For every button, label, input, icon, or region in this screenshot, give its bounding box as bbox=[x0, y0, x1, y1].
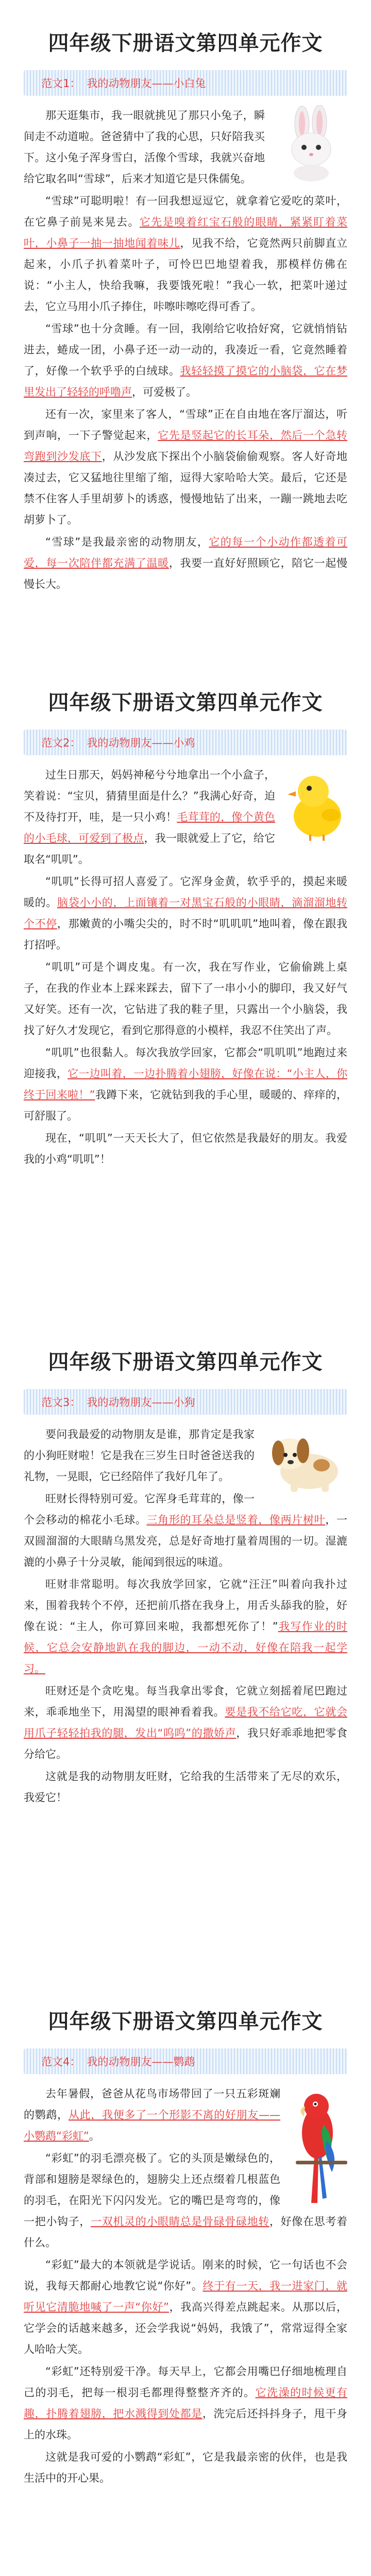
essay-paragraph bbox=[24, 1128, 347, 1170]
paragraph-text: ，那嫩黄的小嘴尖尖的，时不时“叽叽叽”地叫着，像在跟我打招呼。 bbox=[24, 918, 347, 951]
paragraph-text: 还有一次，家里来了客人，“雪球”正在自由地在客厅溜达，听到声响，一下子警觉起来， bbox=[24, 408, 347, 442]
paragraph-text: ，可爱极了。 bbox=[132, 386, 197, 398]
essay-body bbox=[24, 105, 347, 595]
essay-paragraph bbox=[24, 957, 347, 1041]
essay-subtitle-box bbox=[24, 1389, 347, 1415]
essay-paragraph bbox=[24, 871, 347, 956]
paragraph-text: “彩虹”还特别爱干净。每天早上，它都会用嘴巴仔细地梳理自己的羽毛，把每一根羽毛都理得整整齐齐的。 bbox=[24, 2365, 347, 2399]
paragraph-text: ，从沙发底下探出个小脑袋偷偷观察。客人好奇地凑过去，它又猛地往里缩了缩，逗得大家哈哈大笑。最后，它还是禁不住客人手里胡萝卜的诱惑，慢慢地钻了出来，一蹦一跳地去吃胡萝卜了。 bbox=[24, 450, 347, 526]
paragraph-text: “雪球”可聪明啦！有一回我想逗逗它，就拿着它爱吃的菜叶，在它鼻子前晃来晃去。 bbox=[24, 195, 347, 228]
highlighted-sentence: 它一边叫着，一边扑腾着小翅膀，好像在说：“小主人，你终于回来啦！” bbox=[24, 1067, 347, 1101]
highlighted-sentence: 它先是竖起它的长耳朵，然后一个急转弯跑到沙发底下 bbox=[24, 429, 348, 463]
essay-subtitle-box bbox=[24, 70, 347, 96]
essay-paragraph bbox=[24, 1681, 347, 1765]
paragraph-text: 那天逛集市，我一眼就挑见了那只小兔子，瞬间走不动道啦。爸爸猜中了我的心思，只好陪我买下。这小兔子浑身雪白，活像个雪球，我就兴奋地给它取名叫“雪球”，后来才知道它是只侏儒兔。 bbox=[24, 109, 265, 185]
paragraph-text: ，见我不给，它竟然两只前脚直立起来，小爪子扒着菜叶子，可怜巴巴地望着我，那模样仿佛在说：“小主人，快给我嘛，我要饿死啦！”我心一软，把菜叶递过去，它立马用小爪子捧住，咔嚓咔嚓吃得可香了。 bbox=[24, 237, 347, 313]
paragraph-text: ，好像在思考着什么。 bbox=[24, 2215, 348, 2249]
essay-paragraph bbox=[24, 1042, 347, 1127]
paragraph-text: 现在，“叽叽”一天天长大了，但它依然是我最好的朋友。我爱我的小鸡“叽叽”！ bbox=[24, 1132, 347, 1165]
essay-title: 四年级下册语文第四单元作文 bbox=[48, 31, 323, 55]
chick-illustration bbox=[280, 765, 352, 842]
highlighted-sentence: 它的每一个小动作都透着可爱，每一次陪伴都充满了温暖 bbox=[24, 536, 348, 569]
essay-paragraph bbox=[24, 2361, 347, 2446]
essay-paragraph bbox=[24, 191, 347, 317]
essay-paragraph bbox=[24, 1488, 347, 1573]
highlighted-sentence: 三角形的耳朵总是竖着，像两片树叶 bbox=[146, 1514, 326, 1526]
paragraph-text: “叽叽”可是个调皮鬼。有一次，我在写作业，它偷偷跳上桌子，在我的作业本上踩来踩去，留下了一串小小的脚印，我又好气又好笑。还有一次，它钻进了我的鞋子里，只露出一个小脑袋，我找了好久才发现它，看到它那得意的小模样，我忍不住笑出了声。 bbox=[24, 961, 347, 1037]
paragraph-text: ，我要一直好好照顾它，陪它一起慢慢长大。 bbox=[24, 557, 348, 590]
highlighted-sentence: 毛茸茸的，像个黄色的小毛球，可爱到了极点 bbox=[24, 811, 276, 844]
paragraph-text: 旺财还是个贪吃鬼。每当我拿出零食，它就立刻摇着尾巴跑过来，乖乖地坐下，用渴望的眼神看着我。 bbox=[24, 1685, 347, 1718]
essay-paragraph bbox=[24, 318, 347, 403]
paragraph-text: “叽叽”长得可招人喜爱了。它浑身金黄，软乎乎的，摸起来暖暖的。 bbox=[24, 875, 347, 909]
essay-paragraph bbox=[24, 1574, 347, 1680]
essay-paragraph bbox=[24, 2255, 347, 2360]
paragraph-text: 过生日那天，妈妈神秘兮兮地拿出一个小盒子，笑着说：“宝贝，猜猜里面是什么？”我满心好奇，迫不及待打开，哇，是一只小鸡！ bbox=[24, 769, 275, 823]
essay-number-label: 范文4： bbox=[41, 2056, 81, 2068]
paragraph-text: “彩虹”最大的本领就是学说话。刚来的时候，它一句话也不会说，我每天都耐心地教它说“你好”。 bbox=[24, 2259, 347, 2292]
puppy-illustration bbox=[260, 1424, 352, 1496]
essay-subtitle: 我的动物朋友——小鸡 bbox=[87, 737, 195, 749]
paragraph-text: ，我只好乖乖地把零食分给它。 bbox=[24, 1727, 348, 1760]
essay-subtitle-box bbox=[24, 730, 347, 755]
paragraph-text: 这就是我可爱的小鹦鹉“彩虹”，它是我最亲密的伙伴，也是我生活中的开心果。 bbox=[24, 2451, 347, 2484]
essay-number-label: 范文2： bbox=[41, 737, 81, 749]
highlighted-sentence: 我轻轻摸了摸它的小脑袋，它在梦里发出了轻轻的呼噜声 bbox=[24, 365, 347, 398]
parrot-illustration bbox=[285, 2083, 352, 2207]
highlighted-sentence: 从此，我便多了一个形影不离的好朋友——小鹦鹉“彩虹” bbox=[24, 2109, 281, 2142]
paragraph-text: 。 bbox=[89, 2130, 100, 2142]
highlighted-sentence: 脑袋小小的，上面镶着一对黑宝石般的小眼睛，滴溜溜地转个不停 bbox=[24, 896, 348, 930]
highlighted-sentence: 终于有一天，我一进家门，就听见它清脆地喊了一声“你好” bbox=[24, 2280, 347, 2313]
paragraph-text: 旺财非常聪明。每次我放学回家，它就“汪汪”叫着向我扑过来，围着我转个不停，还把前爪搭在我身上，用舌头舔我的脸，好像在说：“主人，你可算回来啦，我都想死你了！” bbox=[24, 1578, 347, 1633]
essay-subtitle-box bbox=[24, 2048, 347, 2074]
essay-subtitle: 我的动物朋友——鹦鹉 bbox=[87, 2056, 195, 2068]
paragraph-text: 我蹲下来，它就钻到我的手心里，暖暖的、痒痒的，可舒服了。 bbox=[24, 1089, 347, 1122]
essay-paragraph bbox=[24, 404, 347, 531]
essay-section bbox=[0, 0, 371, 649]
essay-paragraph bbox=[24, 2447, 347, 2489]
essay-paragraph bbox=[24, 1766, 347, 1808]
essay-body bbox=[24, 2083, 347, 2489]
paragraph-text: 去年暑假，爸爸从花鸟市场带回了一只五彩斑斓的鹦鹉， bbox=[24, 2088, 280, 2121]
highlighted-sentence: 它洗澡的时候更有趣，扑腾着翅膀，把水溅得到处都是 bbox=[24, 2386, 348, 2420]
essay-section bbox=[0, 1319, 371, 1968]
essay-subtitle: 我的动物朋友——小白兔 bbox=[87, 77, 206, 90]
essay-body bbox=[24, 765, 347, 1170]
paragraph-text: “彩虹”的羽毛漂亮极了。它的头顶是嫩绿色的，背部和翅膀是翠绿色的，翅膀尖上还点缀着几根蓝色的羽毛，在阳光下闪闪发光。它的嘴巴是弯弯的，像一把小钩子， bbox=[24, 2152, 280, 2228]
essay-section bbox=[0, 659, 371, 1309]
essay-subtitle: 我的动物朋友——小狗 bbox=[87, 1396, 195, 1409]
essay-section bbox=[0, 1978, 371, 2576]
paragraph-text: 旺财长得特别可爱。它浑身毛茸茸的，像一个会移动的棉花小毛球。 bbox=[24, 1493, 255, 1526]
essay-title: 四年级下册语文第四单元作文 bbox=[48, 1350, 323, 1374]
highlighted-sentence: 它先是嗅着红宝石般的眼睛，紧紧盯着菜叶，小鼻子一抽一抽地闻着味儿 bbox=[24, 216, 348, 249]
highlighted-sentence: 一双机灵的小眼睛总是骨碌骨碌地转 bbox=[91, 2215, 269, 2228]
paragraph-text: 要问我最爱的动物朋友是谁，那肯定是我家的小狗旺财啦！它是我在三岁生日时爸爸送我的礼物，一晃眼，它已经陪伴了我好几年了。 bbox=[24, 1428, 255, 1483]
paragraph-text: “雪球”也十分贪睡。有一回，我刚给它收拾好窝，它就悄悄钻进去，蜷成一团，小鼻子还一动一动的，我凑近一看，它竟然睡着了，好像一个软乎乎的白绒球。 bbox=[24, 323, 347, 377]
essay-number-label: 范文3： bbox=[41, 1396, 81, 1409]
highlighted-sentence: 要是我不给它吃，它就会用爪子轻轻拍我的腿，发出“呜呜”的撒娇声 bbox=[24, 1706, 348, 1739]
essay-paragraph bbox=[24, 532, 347, 595]
paragraph-text: ，一双圆溜溜的大眼睛乌黑发亮，总是好奇地打量着周围的一切。湿漉漉的小鼻子十分灵敏，能闻到很远的味道。 bbox=[24, 1514, 348, 1568]
paragraph-text: “雪球”是我最亲密的动物朋友， bbox=[45, 536, 209, 548]
paragraph-text: 这就是我的动物朋友旺财，它给我的生活带来了无尽的欢乐，我爱它！ bbox=[24, 1770, 347, 1804]
paragraph-text: ，洗完后还抖抖身子，甩干身上的水珠。 bbox=[24, 2408, 348, 2441]
essay-title: 四年级下册语文第四单元作文 bbox=[48, 691, 323, 715]
highlighted-sentence: 我写作业的时候，它总会安静地趴在我的脚边，一动不动，好像在陪我一起学习。 bbox=[24, 1620, 348, 1675]
essay-number-label: 范文1： bbox=[41, 77, 81, 90]
paragraph-text: ，我一眼就爱上了它，给它取名“叽叽”。 bbox=[24, 832, 275, 866]
essay-body bbox=[24, 1424, 347, 1808]
paragraph-text: “叽叽”也很黏人。每次我放学回家，它都会“叽叽叽”地跑过来迎接我， bbox=[24, 1046, 347, 1080]
rabbit-illustration bbox=[270, 105, 352, 182]
paragraph-text: ，我高兴得差点跳起来。从那以后，它学会的话越来越多，还会学我说“妈妈，我饿了”，常常逗得全家人哈哈大笑。 bbox=[24, 2301, 347, 2355]
essay-title: 四年级下册语文第四单元作文 bbox=[48, 2010, 323, 2033]
